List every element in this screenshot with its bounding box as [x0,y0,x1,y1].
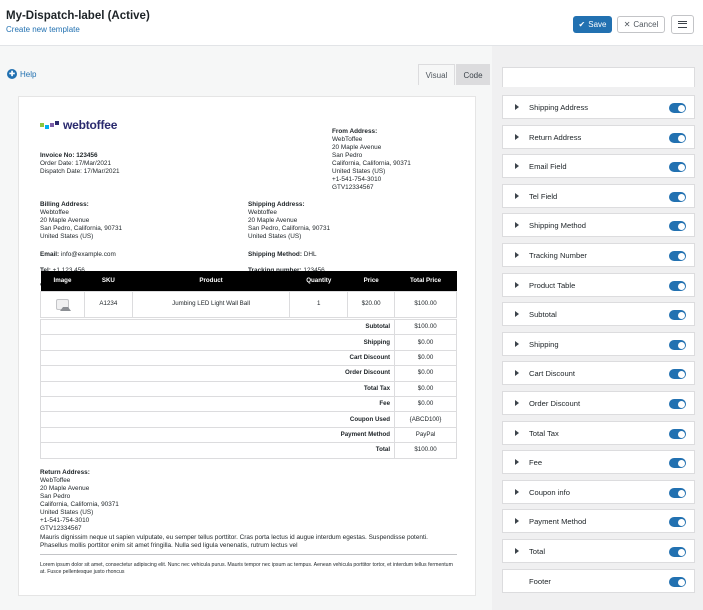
top-bar [0,0,703,46]
enable-toggle[interactable] [669,458,686,468]
product-image [41,291,85,317]
enable-toggle[interactable] [669,281,686,291]
company-logo [40,120,117,130]
col-header-price: Price [348,271,395,291]
invoice-info [40,144,120,184]
sidebar-item-label: Shipping [529,340,559,349]
total-label: Total [41,443,395,458]
sidebar-item-label: Subtotal [529,310,557,319]
cancel-button[interactable] [617,16,665,33]
cell-product: Jumbing LED Light Wall Ball [132,291,290,317]
col-header-sku: SKU [84,271,132,291]
caret-right-icon[interactable] [515,252,519,258]
from-address-lines: WebToffee 20 Maple Avenue San Pedro California, California, 90371 United States (US) +1-541-754-3010 GTV12334567 [332,136,411,191]
shipping-lines: Webtoffee 20 Maple Avenue San Pedro, California, 90731 United States (US) [248,209,331,240]
enable-toggle[interactable] [669,251,686,261]
save-label: Save [588,20,607,29]
caret-right-icon[interactable] [515,134,519,140]
sidebar-item-total[interactable] [502,539,695,563]
total-label: Fee [41,396,395,411]
total-value: $100.00 [395,443,457,458]
check-icon: ✔ [578,20,586,29]
sidebar-item-label: Tracking Number [529,251,587,260]
billing-title: Billing Address: [40,201,89,208]
sidebar-item-total-tax[interactable] [502,421,695,445]
enable-toggle[interactable] [669,369,686,379]
total-value: PayPal [395,427,457,442]
sidebar-item-label: Product Table [529,281,576,290]
sidebar-item-label: Tel Field [529,192,558,201]
logo-mark-icon [40,120,59,130]
sidebar-item-label: Total [529,547,546,556]
sidebar-item-label: Shipping Address [529,103,589,112]
shipping-title: Shipping Address: [248,201,305,208]
shipping-method [248,251,330,259]
total-value: $0.00 [395,335,457,350]
sidebar-item-label: Return Address [529,133,582,142]
totals-row-order-discount [41,366,457,381]
sidebar-item-shipping-method[interactable] [502,213,695,237]
logo-text: webtoffee [63,118,118,132]
billing-email-value: info@example.com [60,251,116,258]
help-label: Help [20,69,37,79]
enable-toggle[interactable] [669,103,686,113]
help-link[interactable] [7,69,36,79]
caret-right-icon[interactable] [515,370,519,376]
create-template-link[interactable]: Create new template [6,25,80,34]
enable-toggle[interactable] [669,221,686,231]
invoice-number: Invoice No: 123456 [40,152,98,159]
total-value: {ABCD100} [395,412,457,427]
enable-toggle[interactable] [669,429,686,439]
col-header-product: Product [132,271,290,291]
return-address [40,461,119,541]
enable-toggle[interactable] [669,310,686,320]
sidebar-item-order-discount[interactable] [502,391,695,415]
sidebar-item-cart-discount[interactable] [502,361,695,385]
tab-code[interactable]: Code [456,64,490,85]
menu-button[interactable] [671,15,694,34]
totals-row-coupon [41,412,457,427]
total-label: Total Tax [41,381,395,396]
sidebar-item-subtotal[interactable] [502,302,695,326]
sidebar-item-shipping[interactable] [502,332,695,356]
cancel-label: Cancel [633,20,659,29]
enable-toggle[interactable] [669,399,686,409]
total-value: $100.00 [395,320,457,335]
note-text: Mauris dignissim neque ut sapien vulputate, eu semper tellus porttitor. Cras porta lectus id augue interdum egestas. Suspendisse potenti. Phasellus mollis porttitor enim sit amet fringilla. Nulla sed ligula venenatis, rutrum lectus vel [40,534,428,549]
caret-right-icon[interactable] [515,430,519,436]
cell-price: $20.00 [348,291,395,317]
sidebar-item-coupon-info[interactable] [502,480,695,504]
totals-row-subtotal [41,320,457,335]
sidebar-item-label: Order Discount [529,399,581,408]
sidebar-item-product-table[interactable] [502,273,695,297]
enable-toggle[interactable] [669,517,686,527]
totals-row-shipping [41,335,457,350]
sidebar-item-label: Cart Discount [529,369,576,378]
label-preview [18,96,476,596]
caret-right-icon[interactable] [515,311,519,317]
total-label: Cart Discount [41,350,395,365]
total-label: Subtotal [41,320,395,335]
caret-right-icon[interactable] [515,282,519,288]
caret-right-icon[interactable] [515,341,519,347]
col-header-image: Image [41,271,85,291]
image-icon [56,299,69,310]
close-icon: ✕ [623,20,631,29]
product-table [40,271,457,318]
caret-right-icon[interactable] [515,518,519,524]
footer-divider [40,554,457,555]
return-title: Return Address: [40,469,90,476]
enable-toggle[interactable] [669,340,686,350]
settings-panel-header [502,67,695,87]
table-row [41,291,457,317]
hamburger-icon [678,21,687,28]
sidebar-item-payment-method[interactable] [502,509,695,533]
enable-toggle[interactable] [669,133,686,143]
total-label: Shipping [41,335,395,350]
totals-row-fee [41,396,457,411]
billing-lines: Webtoffee 20 Maple Avenue San Pedro, California, 90731 United States (US) [40,209,123,240]
caret-right-icon[interactable] [515,104,519,110]
return-lines: WebToffee 20 Maple Avenue San Pedro California, California, 90371 United States (US) +1-541-754-3010 GTV12334567 [40,477,119,532]
invoice-dates: Order Date: 17/Mar/2021 Dispatch Date: 17/Mar/2021 [40,160,120,175]
sidebar-item-label: Coupon info [529,488,570,497]
enable-toggle[interactable] [669,547,686,557]
billing-email-label: Email: [40,251,60,258]
total-label: Coupon Used [41,412,395,427]
sidebar-item-label: Fee [529,458,543,467]
sidebar-item-label: Shipping Method [529,221,586,230]
caret-right-icon[interactable] [515,489,519,495]
enable-toggle[interactable] [669,192,686,202]
cell-quantity: 1 [290,291,348,317]
caret-right-icon[interactable] [515,163,519,169]
sidebar-item-tel-field[interactable] [502,184,695,208]
cell-sku: A1234 [84,291,132,317]
totals-row-total [41,443,457,458]
sidebar-item-footer[interactable] [502,569,695,593]
page-title: My-Dispatch-label (Active) [6,10,150,22]
total-label: Order Discount [41,366,395,381]
shipping-method-label: Shipping Method: [248,251,302,258]
sidebar-item-shipping-address[interactable] [502,95,695,119]
billing-email [40,251,122,259]
sidebar-item-label: Email Field [529,162,567,171]
caret-right-icon[interactable] [515,548,519,554]
totals-row-payment-method [41,427,457,442]
col-header-total-price: Total Price [395,271,457,291]
enable-toggle[interactable] [669,162,686,172]
from-address [332,120,411,200]
totals-row-cart-discount [41,350,457,365]
tab-visual[interactable]: Visual [418,64,455,85]
totals-row-total-tax [41,381,457,396]
caret-right-icon[interactable] [515,222,519,228]
footer-text: Lorem ipsum dolor sit amet, consectetur adipiscing elit. Nunc nec vehicula purus. Mauris tempor nec ipsum ac tempus. Aenean vehicula porttitor tortor, et interdum tellus fermentum at. Fusce pellentesque justo rhoncus [40,562,453,575]
col-header-quantity: Quantity [290,271,348,291]
sidebar-item-email-field[interactable] [502,154,695,178]
enable-toggle[interactable] [669,488,686,498]
total-value: $0.00 [395,396,457,411]
total-label: Payment Method [41,427,395,442]
enable-toggle[interactable] [669,577,686,587]
sidebar-item-label: Payment Method [529,517,587,526]
sidebar-item-label: Total Tax [529,429,559,438]
sidebar-item-fee[interactable] [502,450,695,474]
shipping-method-value: DHL [303,251,317,258]
caret-right-icon[interactable] [515,193,519,199]
save-button[interactable] [573,16,612,33]
cell-total: $100.00 [395,291,457,317]
help-icon: ✚ [7,69,17,79]
total-value: $0.00 [395,381,457,396]
sidebar-item-tracking-number[interactable] [502,243,695,267]
total-value: $0.00 [395,366,457,381]
sidebar-item-label: Footer [529,577,551,586]
totals-table [40,319,457,459]
sidebar-item-return-address[interactable] [502,125,695,149]
from-address-title: From Address: [332,128,378,135]
caret-right-icon[interactable] [515,400,519,406]
total-value: $0.00 [395,350,457,365]
caret-right-icon[interactable] [515,459,519,465]
